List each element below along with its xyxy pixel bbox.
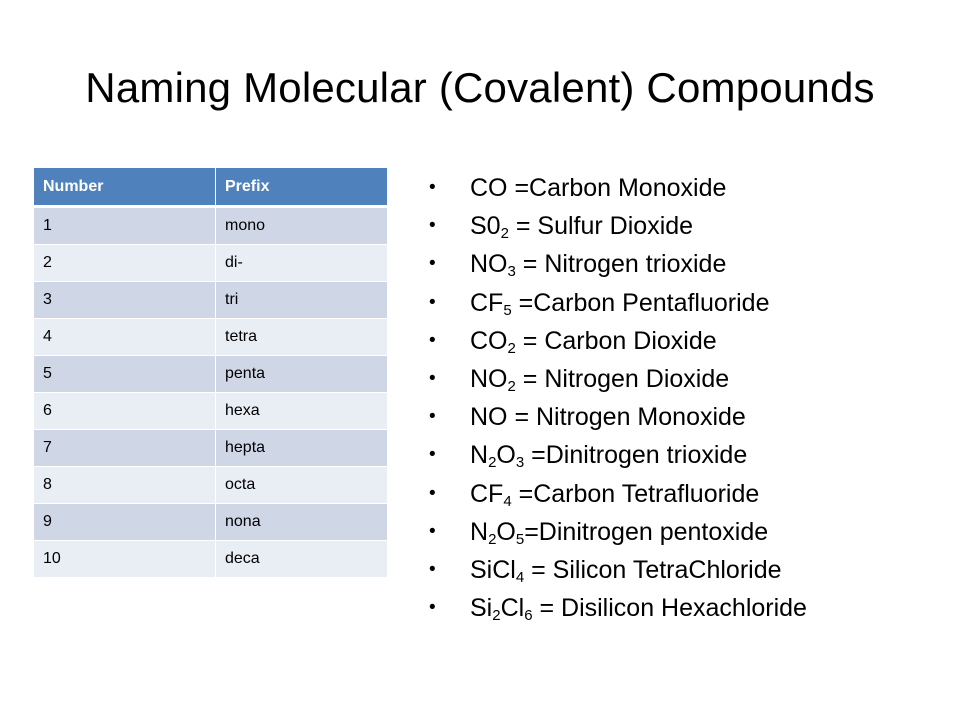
compound-formula [470, 174, 508, 202]
table-row [34, 356, 388, 393]
header-prefix: Prefix [216, 168, 388, 207]
table-row [34, 282, 388, 319]
compound-list [424, 169, 807, 627]
bullet-icon: • [429, 177, 436, 198]
formula-text: CF [470, 479, 504, 508]
prefix-cell: penta [216, 356, 388, 393]
table-row [34, 319, 388, 356]
number-cell: 1 [34, 207, 216, 245]
formula-text: S0 [470, 212, 501, 241]
formula-text: NO [470, 364, 508, 393]
bullet-icon: • [429, 406, 436, 428]
formula-subscript: 2 [507, 339, 516, 357]
formula-text: CO [470, 174, 508, 202]
formula-text: N [470, 517, 489, 546]
compound-item [424, 169, 807, 207]
bullet-icon: • [429, 329, 436, 351]
compound-formula [470, 403, 508, 431]
compound-name: =Carbon Monoxide [507, 174, 727, 202]
prefix-cell: tetra [216, 319, 388, 356]
compound-formula [470, 441, 525, 472]
formula-subscript: 3 [515, 454, 525, 472]
formula-subscript: 2 [507, 377, 516, 395]
bullet-icon: • [429, 597, 436, 619]
bullet-icon: • [429, 482, 436, 504]
bullet-icon: • [429, 520, 436, 542]
formula-subscript: 4 [503, 492, 512, 510]
compound-item [424, 589, 807, 627]
table-row [34, 207, 388, 245]
compound-name: = Nitrogen trioxide [515, 250, 727, 279]
compound-formula [470, 327, 516, 355]
compound-name: =Dinitrogen trioxide [524, 441, 748, 470]
bullet-icon: • [429, 558, 436, 580]
formula-subscript: 3 [507, 263, 516, 281]
prefix-cell: deca [216, 541, 388, 578]
prefix-cell: nona [216, 504, 388, 541]
formula-text: Cl [500, 594, 525, 623]
formula-text: O [496, 517, 516, 546]
prefix-cell: hexa [216, 393, 388, 430]
number-cell: 4 [34, 319, 216, 356]
formula-subscript: 2 [488, 530, 497, 548]
compound-name: = Nitrogen Monoxide [507, 403, 746, 432]
prefix-cell: di- [216, 245, 388, 282]
formula-subscript: 6 [524, 607, 533, 625]
formula-text: NO [470, 250, 508, 279]
compound-item [424, 551, 807, 589]
compound-item [424, 436, 807, 474]
number-cell: 7 [34, 430, 216, 467]
compound-name: = Silicon TetraChloride [524, 555, 782, 584]
table-row [34, 393, 388, 430]
formula-text: O [496, 441, 516, 470]
compound-name: = Carbon Dioxide [515, 326, 717, 355]
compound-item [424, 398, 807, 436]
formula-subscript: 4 [515, 568, 525, 586]
bullet-icon: • [429, 215, 436, 237]
compound-formula [470, 594, 533, 625]
bullet-icon: • [429, 253, 436, 275]
compound-name: =Carbon Pentafluoride [511, 288, 770, 317]
formula-subscript: 2 [492, 607, 501, 625]
compound-item [424, 207, 807, 245]
compound-item [424, 284, 807, 322]
compound-formula [470, 289, 512, 317]
formula-subscript: 2 [500, 225, 509, 243]
bullet-icon: • [429, 291, 436, 313]
compound-formula [470, 480, 512, 508]
prefix-cell: tri [216, 282, 388, 319]
formula-text: Si [470, 594, 493, 623]
slide-title: Naming Molecular (Covalent) Compounds [85, 64, 875, 111]
bullet-icon: • [429, 367, 436, 389]
compound-formula [470, 556, 524, 584]
number-cell: 9 [34, 504, 216, 541]
compound-formula [470, 250, 516, 281]
table-header-row [34, 168, 388, 207]
table-row [34, 245, 388, 282]
formula-subscript: 2 [488, 454, 497, 472]
compound-item [424, 322, 807, 360]
prefix-cell: hepta [216, 430, 388, 467]
compound-name: = Sulfur Dioxide [508, 212, 694, 241]
table-body [34, 207, 388, 578]
compound-name: = Disilicon Hexachloride [532, 594, 807, 623]
number-cell: 5 [34, 356, 216, 393]
number-cell: 3 [34, 282, 216, 319]
formula-text: CF [470, 288, 504, 317]
compound-formula [470, 212, 509, 243]
compound-name: =Carbon Tetrafluoride [511, 479, 760, 508]
table-row [34, 504, 388, 541]
compound-item [424, 245, 807, 283]
table-row [34, 541, 388, 578]
formula-subscript: 5 [503, 301, 512, 319]
prefix-cell: mono [216, 207, 388, 245]
number-cell: 8 [34, 467, 216, 504]
prefix-cell: octa [216, 467, 388, 504]
formula-text: CO [470, 326, 508, 355]
formula-subscript: 5 [515, 530, 525, 548]
bullet-icon: • [429, 444, 436, 466]
number-cell: 2 [34, 245, 216, 282]
formula-text: SiCl [470, 555, 516, 584]
table-row [34, 430, 388, 467]
compound-item [424, 475, 807, 513]
number-cell: 10 [34, 541, 216, 578]
compound-item [424, 360, 807, 398]
header-number: Number [34, 168, 216, 207]
compound-formula [470, 518, 524, 546]
compound-name: = Nitrogen Dioxide [515, 364, 730, 393]
prefix-table [34, 168, 388, 578]
table-row [34, 467, 388, 504]
compound-formula [470, 365, 516, 393]
formula-text: NO [470, 403, 508, 432]
formula-text: N [470, 441, 489, 470]
number-cell: 6 [34, 393, 216, 430]
compound-item [424, 513, 807, 551]
compound-name: =Dinitrogen pentoxide [524, 517, 769, 546]
